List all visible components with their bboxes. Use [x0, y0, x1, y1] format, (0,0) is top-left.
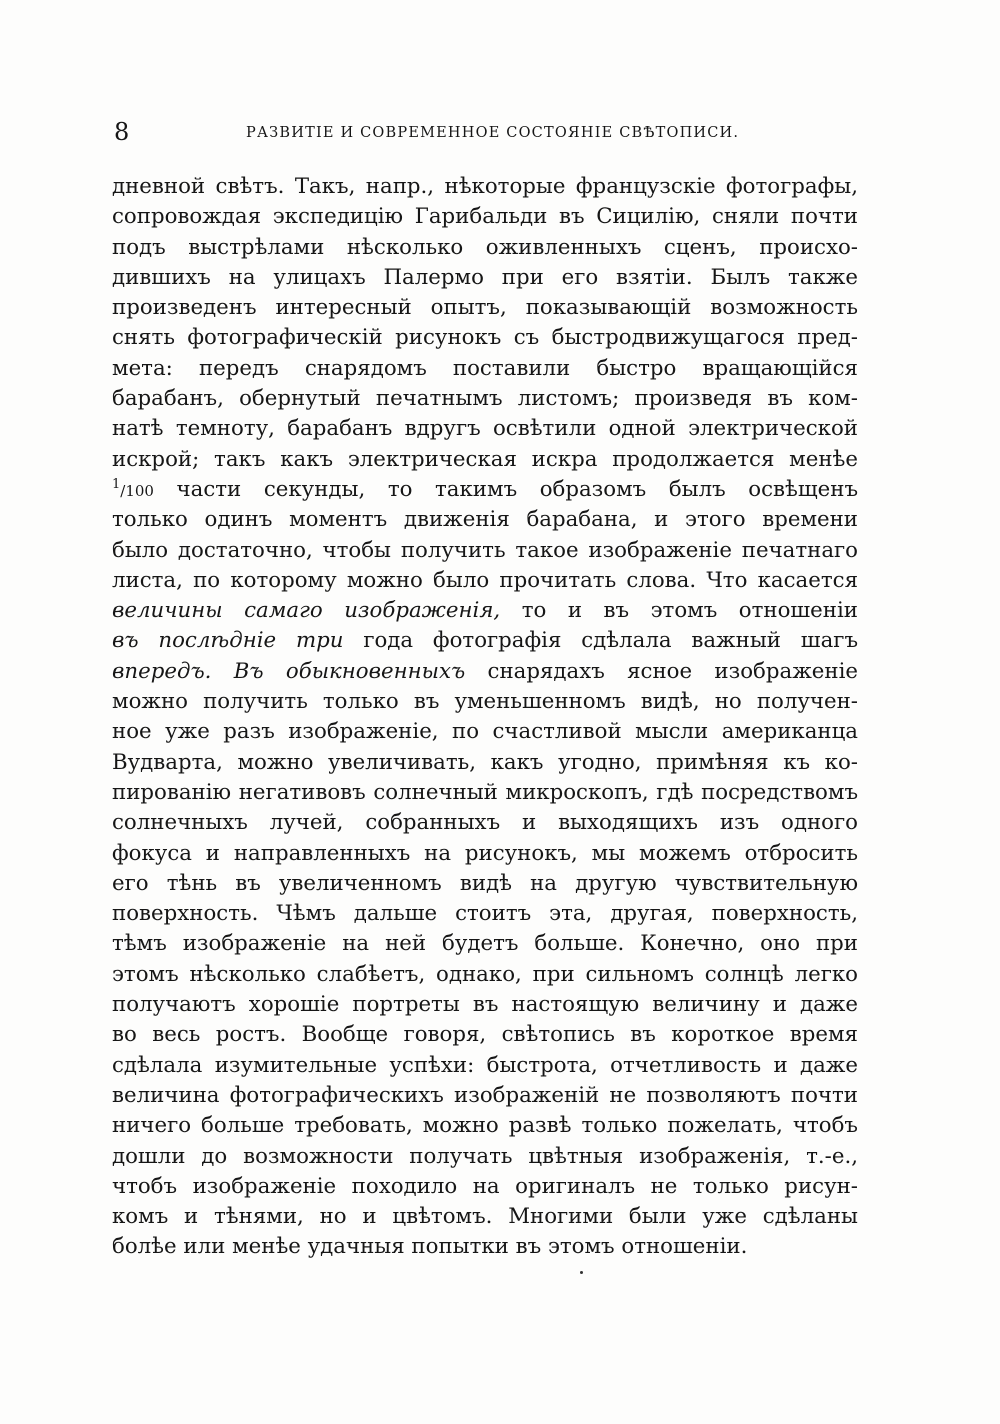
print-speck — [580, 1271, 583, 1274]
text-line: мета: передъ снарядомъ поставили быстро вращающійся — [112, 355, 858, 381]
text-line: барабанъ, обернутый печатнымъ листомъ; произведя въ ком- — [112, 386, 858, 412]
running-head: РАЗВИТІЕ И СОВРЕМЕННОЕ СОСТОЯНІЕ СВѢТОПИСИ. — [246, 125, 740, 141]
text-line: ное уже разъ изображеніе, по счастливой мысли американца — [112, 719, 858, 745]
text-line: солнечныхъ лучей, собранныхъ и выходящихъ изъ одного — [112, 810, 858, 836]
text-fragment: снарядахъ ясное изображеніе — [465, 658, 859, 684]
text-line: произведенъ интересный опытъ, показывающій возможность — [112, 295, 858, 321]
text-line: только одинъ моментъ движенія барабана, и этого времени — [112, 507, 858, 533]
italic-fragment: въ послѣдніе три — [112, 628, 344, 654]
text-line: сдѣлала изумительные успѣхи: быстрота, отчетливость и даже — [112, 1052, 858, 1078]
text-line-italic — [112, 626, 858, 656]
italic-fragment: впередъ. Въ обыкновенныхъ — [112, 658, 466, 684]
text-line: дившихъ на улицахъ Палермо при его взятіи. Былъ также — [112, 264, 858, 290]
text-line: тѣмъ изображеніе на ней будетъ больше. Конечно, оно при — [112, 931, 858, 957]
text-line: Вудварта, можно увеличивать, какъ угодно, примѣняя къ ко- — [112, 749, 858, 775]
text-line: комъ и тѣнями, но и цвѣтомъ. Многими были уже сдѣланы — [112, 1204, 858, 1230]
text-line: этомъ нѣсколько слабѣетъ, однако, при сильномъ солнцѣ легко — [112, 961, 858, 987]
text-line: фокуса и направленныхъ на рисунокъ, мы можемъ отбросить — [112, 840, 858, 866]
text-line: можно получить только въ уменьшенномъ видѣ, но получен- — [112, 689, 858, 715]
text-line: листа, по которому можно было прочитать слова. Что касается — [112, 567, 858, 593]
text-line: подъ выстрѣлами нѣсколько оживленныхъ сценъ, происхо- — [112, 234, 858, 260]
text-line: получаютъ хорошіе портреты въ настоящую величину и даже — [112, 992, 858, 1018]
italic-fragment: величины самаго изображенія, — [112, 598, 501, 624]
page-header — [114, 118, 858, 148]
text-line: снять фотографическій рисунокъ съ быстродвижущагося пред- — [112, 325, 858, 351]
text-line-fraction — [112, 475, 858, 505]
text-line: искрой; такъ какъ электрическая искра продолжается менѣе — [112, 446, 858, 472]
text-line: дневной свѣтъ. Такъ, напр., нѣкоторые французскіе фотографы, — [112, 174, 858, 199]
text-line: сопровождая экспедицію Гарибальди въ Сицилію, сняли почти — [112, 204, 858, 230]
text-line: натѣ темноту, барабанъ вдругъ освѣтили одной электрической — [112, 416, 858, 442]
text-line: во весь ростъ. Вообще говоря, свѣтопись въ короткое время — [112, 1022, 858, 1048]
text-line: пированію негативовъ солнечный микроскопъ, гдѣ посредствомъ — [112, 779, 858, 805]
text-line: его тѣнь въ увеличенномъ видѣ на другую чувствительную — [112, 870, 858, 896]
page-number: 8 — [114, 118, 130, 146]
fraction-numerator: 1 — [112, 476, 121, 492]
text-fragment: то и въ этомъ отношеніи — [500, 598, 858, 624]
text-line: величина фотографическихъ изображеній не позволяютъ почти — [112, 1082, 858, 1108]
text-line-last: болѣе или менѣе удачныя попытки въ этомъ отношеніи. — [112, 1234, 748, 1260]
text-line: чтобъ изображеніе походило на оригиналъ не только рисун- — [112, 1173, 858, 1199]
text-line-italic — [112, 596, 858, 626]
text-line-italic — [112, 657, 858, 687]
text-fragment: года фотографія сдѣлала важный шагъ — [343, 628, 858, 654]
text-line: было достаточно, чтобы получить такое изображеніе печатнаго — [112, 537, 858, 563]
body-text — [112, 172, 858, 1263]
text-line: поверхность. Чѣмъ дальше стоитъ эта, другая, поверхность, — [112, 901, 858, 927]
text-fragment: части секунды, то такимъ образомъ былъ освѣщенъ — [153, 476, 858, 502]
text-line: дошли до возможности получать цвѣтныя изображенія, т.-е., — [112, 1143, 858, 1169]
text-line: ничего больше требовать, можно развѣ только пожелать, чтобъ — [112, 1113, 858, 1139]
fraction-denominator: /100 — [120, 481, 154, 500]
